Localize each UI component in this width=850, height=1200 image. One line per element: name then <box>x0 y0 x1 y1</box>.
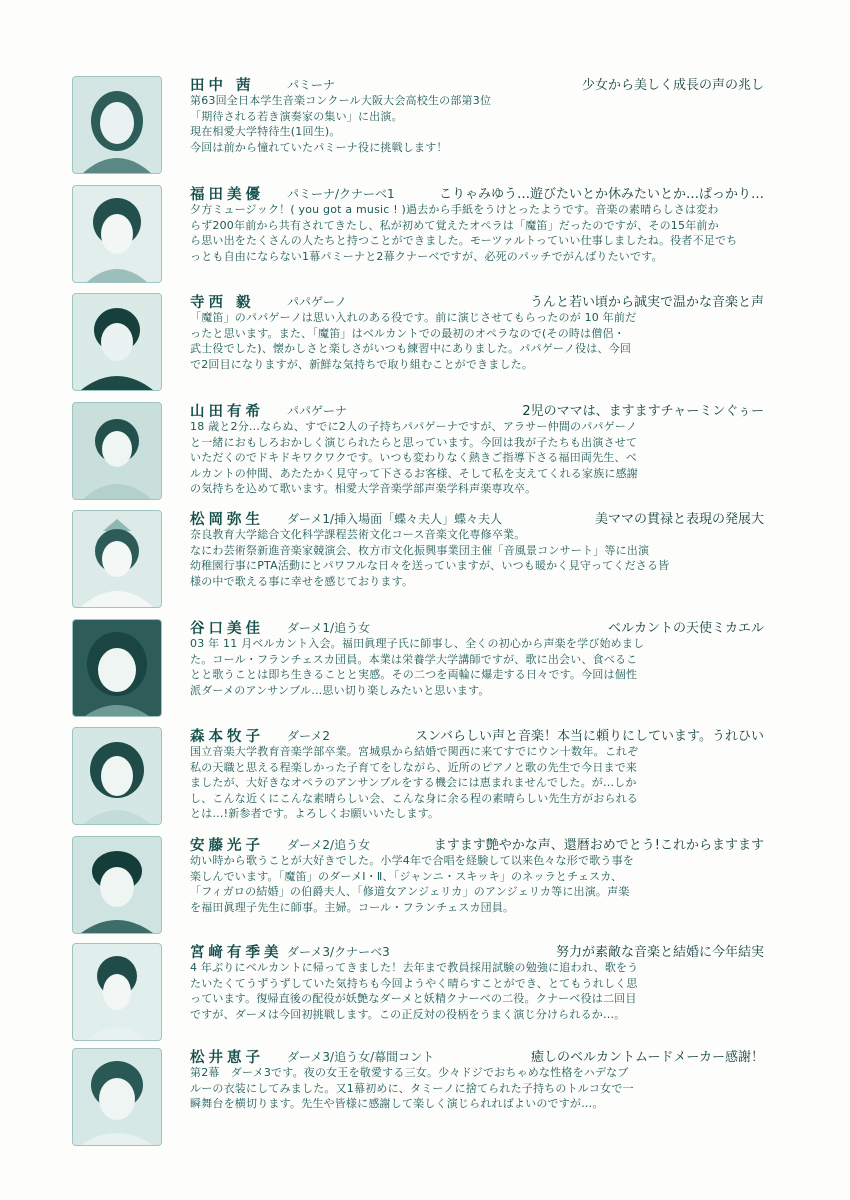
cast-photo <box>72 293 162 391</box>
bio-line: 瞬舞台を横切ります。先生や皆様に感謝して楽しく演じられればよいのですが…。 <box>190 1097 604 1111</box>
bio-line: 幼い時から歌うことが大好きでした。小学4年で合唱を経験して以来色々な形で歌う事を <box>190 854 634 867</box>
bio-line: っています。復帰直後の配役が妖艶なダーメと妖精クナーベの二役。クナーベ役は二回目 <box>190 992 637 1006</box>
cast-role: ダーメ2 <box>287 729 331 743</box>
cast-tagline: 少女から美しく成長の声の兆し <box>581 78 764 93</box>
cast-bio <box>190 744 775 822</box>
cast-entry <box>72 834 772 934</box>
cast-name: 宮﨑有季美 <box>190 945 283 961</box>
bio-line: 第63回全日本学生音楽コンクール大阪大会高校生の部第3位 <box>190 94 492 107</box>
cast-tagline: ますます艶やかな声、還暦おめでとう!これからますます <box>433 838 764 853</box>
cast-photo <box>72 836 162 934</box>
bio-line: 武士役でした)、懐かしさと楽しさがいつも練習中にありました。パパゲーノ役は、今回 <box>190 342 632 356</box>
cast-tagline: スンバらしい声と音楽！本当に頼りにしています。うれひい <box>414 729 764 744</box>
cast-name: 松岡弥生 <box>190 512 264 528</box>
cast-entry <box>72 183 772 283</box>
cast-entry <box>72 617 772 717</box>
bio-line: ら思い出をたくさんの人たちと持つことができました。モーツァルトっていい仕事しましたね。役者不足でち <box>190 234 738 248</box>
bio-line: と一緒におもしろおかしく演じられたらと思っています。今回は我が子たちも出演させて <box>190 435 638 449</box>
cast-entry <box>72 941 772 1041</box>
cast-role: ダーメ1/挿入場面「蝶々夫人」蝶々夫人 <box>287 512 503 526</box>
cast-tagline: ベルカントの天使ミカエル <box>607 621 764 636</box>
cast-photo <box>72 943 162 1041</box>
bio-line: し、こんな近くにこんな素晴らしい会、こんな身に余る程の素晴らしい先生方がおられる <box>190 791 638 805</box>
cast-photo <box>72 76 162 174</box>
cast-name: 田中 茜 <box>190 78 255 94</box>
cast-bio <box>190 93 775 155</box>
cast-name: 山田有希 <box>190 404 264 420</box>
bio-line: で2回目になりますが、新鮮な気持ちで取り組むことができました。 <box>190 357 534 371</box>
bio-line: た。コール・フランチェスカ団員。本業は栄養学大学講師ですが、歌に出会い、食べるこ <box>190 652 638 666</box>
bio-line: とは…!新参者です。よろしくお願いいたします。 <box>190 807 440 821</box>
cast-entry <box>72 725 772 825</box>
cast-photo <box>72 1048 162 1146</box>
bio-line: 現在相愛大学特待生(1回生)。 <box>190 125 341 139</box>
cast-name: 寺西 毅 <box>190 295 255 311</box>
cast-name: 谷口美佳 <box>190 621 264 637</box>
bio-line: 第2幕 ダーメ3です。夜の女王を敬愛する三女。少々ドジでおちゃめな性格をハデなブ <box>190 1066 629 1079</box>
cast-tagline: こりゃみゆう…遊びたいとか休みたいとか…ぱっかり… <box>438 187 764 202</box>
bio-line: を福田眞理子先生に師事。主婦。コール・フランチェスカ団員。 <box>190 900 515 914</box>
bio-line: 「フィガロの結婚」の伯爵夫人、「修道女アンジェリカ」のアンジェリカ等に出演。声楽 <box>190 885 630 899</box>
cast-name: 安藤光子 <box>190 838 264 854</box>
bio-line: ましたが、大好きなオペラのアンサンブルをする機会には恵まれませんでした。が…しか <box>190 776 637 790</box>
bio-line: 今回は前から憧れていたパミーナ役に挑戦します！ <box>190 140 448 154</box>
bio-line: 「魔笛」のパパゲーノは思い入れのある役です。前に演じさせてもらったのが 10 年前だ <box>190 311 637 324</box>
cast-role: ダーメ3/クナーベ3 <box>287 945 390 959</box>
bio-line: ルーの衣装にしてみました。又1幕初めに、タミーノに捨てられた子持ちのトルコ女で一 <box>190 1081 634 1095</box>
cast-role: ダーメ2/追う女 <box>287 838 371 852</box>
cast-entry <box>72 400 772 500</box>
cast-photo <box>72 619 162 717</box>
bio-line: 幼稚園行事にPTA活動にとパワフルな日々を送っていますが、いつも暖かく見守ってくださる皆 <box>190 559 670 573</box>
bio-line: っとも自由にならない1幕パミーナと2幕クナーベですが、必死のパッチでがんばりたいです。 <box>190 249 663 263</box>
bio-line: 夕方ミュージック！( you got a music ! )過去から手紙をうけとったようです。音楽の素晴らしさは変わ <box>190 203 719 216</box>
bio-line: らず200年前から共有されてきたし、私が初めて覚えたオペラは「魔笛」だったのですが、その15年前か <box>190 218 719 232</box>
bio-line: の気持ちを込めて歌います。相愛大学音楽学部声楽学科声楽専攻卒。 <box>190 482 537 496</box>
bio-line: 楽しんでいます。「魔笛」のダーメⅠ・Ⅱ、「ジャンニ・スキッキ」のネッラとチェスカ、 <box>190 869 623 883</box>
cast-role: パパゲーノ <box>287 295 347 309</box>
cast-bio <box>190 419 775 497</box>
bio-line: 様の中で歌える事に幸せを感じております。 <box>190 574 414 588</box>
cast-tagline: うんと若い頃から誠実で温かな音楽と声 <box>529 295 764 310</box>
cast-bio <box>190 202 775 264</box>
cast-tagline: 努力が素敵な音楽と結婚に今年結実 <box>555 945 764 960</box>
cast-name: 福田美優 <box>190 187 264 203</box>
cast-tagline: 美ママの貫禄と表現の発展大 <box>594 512 764 527</box>
bio-line: 奈良教育大学総合文化科学課程芸術文化コース音楽文化専修卒業。 <box>190 528 526 541</box>
bio-line: 18 歳と2分…ならぬ、すでに2人の子持ちパパゲーナですが、アラサー仲間のパパゲーノ <box>190 420 637 433</box>
cast-photo <box>72 727 162 825</box>
cast-bio <box>190 1065 775 1112</box>
bio-line: 国立音楽大学教育音楽学部卒業。宮城県から結婚で関西に来てすでにウン十数年。これぞ <box>190 745 639 758</box>
bio-line: ったと思います。また、「魔笛」はベルカントでの最初のオペラなので(その時は僧侶・ <box>190 326 625 340</box>
cast-role: パミーナ <box>287 78 336 92</box>
bio-line: 私の天職と思える程楽しかった子育てをしながら、近所のピアノと歌の先生で今日まで来 <box>190 760 638 774</box>
cast-entry <box>72 74 772 174</box>
cast-photo <box>72 185 162 283</box>
cast-name: 松井恵子 <box>190 1050 264 1066</box>
cast-role: ダーメ3/追う女/幕間コント <box>287 1050 435 1064</box>
cast-role: パパゲーナ <box>287 404 348 418</box>
cast-role: ダーメ1/追う女 <box>287 621 371 635</box>
cast-bio <box>190 527 775 589</box>
bio-line: たいたくてうずうずしていた気持ちも今回ようやく晴らすことができ、とてもうれしく思 <box>190 976 638 990</box>
bio-line: 4 年ぶりにベルカントに帰ってきました！去年まで教員採用試験の勉強に追われ、歌をう <box>190 961 639 974</box>
bio-line: とと歌うことは即ち生きることと実感。その二つを両輪に爆走する日々です。今回は個性 <box>190 668 638 682</box>
bio-line: いただくのでドキドキワクワクです。いつも変わりなく熱きご指導下さる福田両先生、ベ <box>190 451 637 465</box>
cast-bio <box>190 853 775 915</box>
bio-line: ルカントの仲間、あたたかく見守って下さるお客様、そして私を支えてくれる家族に感謝 <box>190 466 638 480</box>
cast-photo <box>72 402 162 500</box>
bio-line: 派ダーメのアンサンブル…思い切り楽しみたいと思います。 <box>190 683 490 697</box>
cast-bio <box>190 310 775 372</box>
cast-entry <box>72 1046 772 1146</box>
cast-tagline: 2児のママは、ますますチャーミンぐぅー <box>522 404 764 419</box>
cast-entry <box>72 508 772 608</box>
cast-tagline: 癒しのベルカントムードメーカー感謝！ <box>531 1050 764 1065</box>
cast-name: 森本牧子 <box>190 729 264 745</box>
cast-entry <box>72 291 772 391</box>
cast-bio <box>190 636 775 698</box>
bio-line: 「期待される若き演奏家の集い」に出演。 <box>190 109 403 123</box>
cast-role: パミーナ/クナーベ1 <box>287 187 395 201</box>
cast-photo <box>72 510 162 608</box>
bio-line: なにわ芸術祭新進音楽家競演会、枚方市文化振興事業団主催「音風景コンサート」等に出演 <box>190 543 650 557</box>
bio-line: 03 年 11 月ベルカント入会。福田眞理子氏に師事し、全くの初心から声楽を学び始めまし <box>190 637 645 650</box>
bio-line: ですが、ダーメは今回初挑戦します。この正反対の役柄をうまく演じ分けられるか…。 <box>190 1007 626 1021</box>
cast-bio <box>190 960 775 1022</box>
